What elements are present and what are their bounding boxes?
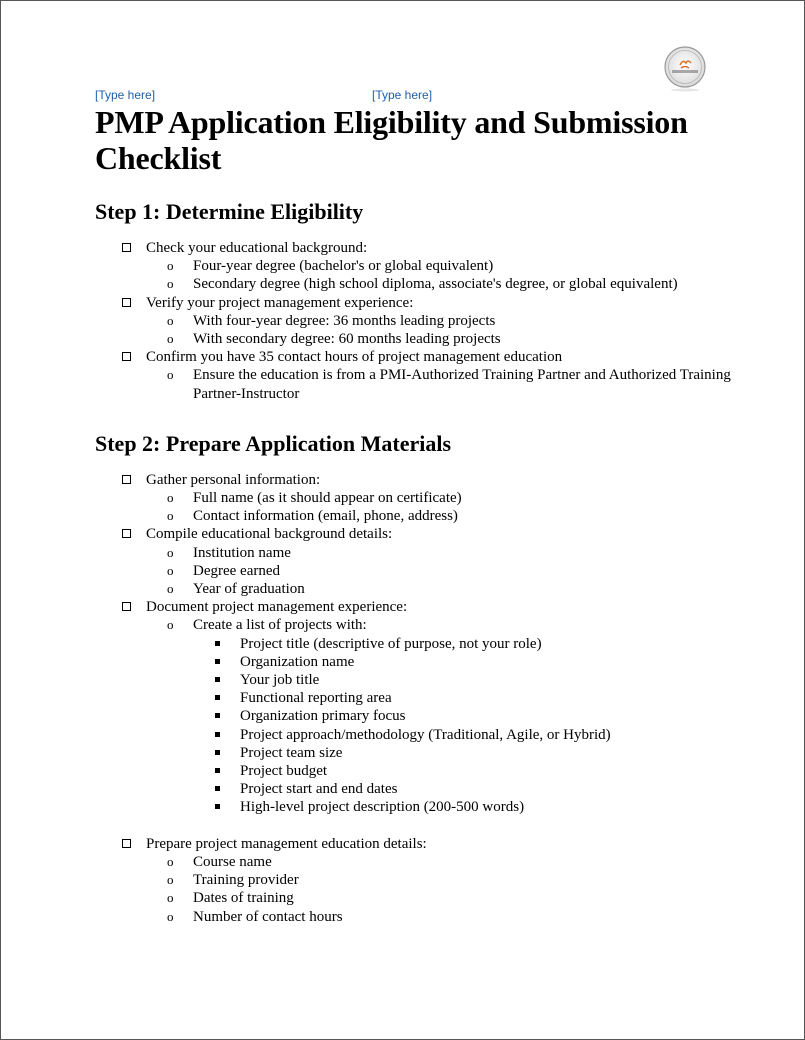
list-item-text: Project team size xyxy=(240,744,343,761)
checklist-item xyxy=(95,471,735,526)
list-item-text: Institution name xyxy=(193,544,291,561)
step2-heading: Step 2: Prepare Application Materials xyxy=(95,430,452,456)
list-item-text: Organization primary focus xyxy=(240,708,406,725)
project-fields-list xyxy=(193,635,735,817)
checklist-item xyxy=(95,294,735,349)
company-logo xyxy=(662,46,708,92)
list-item-text: Number of contact hours xyxy=(193,908,343,925)
checklist-item-label: Gather personal information: xyxy=(146,471,321,488)
list-item-text: Dates of training xyxy=(193,890,294,907)
list-item-text: Create a list of projects with: xyxy=(193,617,367,634)
list-item-text: Degree earned xyxy=(193,562,281,579)
checklist-item xyxy=(95,598,735,834)
list-item xyxy=(146,275,735,293)
square-bullet-icon xyxy=(215,677,220,682)
circle-bullet-icon: o xyxy=(167,367,174,383)
circle-bullet-icon: o xyxy=(167,890,174,906)
circle-bullet-icon: o xyxy=(167,853,174,869)
list-item xyxy=(146,257,735,275)
list-item xyxy=(146,330,735,348)
sub-list xyxy=(146,616,735,816)
list-item xyxy=(193,671,735,689)
checkbox-icon[interactable] xyxy=(122,839,131,848)
checkbox-icon[interactable] xyxy=(122,529,131,538)
step1-checklist xyxy=(95,239,735,403)
list-item xyxy=(193,653,735,671)
square-bullet-icon xyxy=(215,641,220,646)
sub-list xyxy=(146,489,735,525)
list-item xyxy=(193,744,735,762)
list-item-text: Year of graduation xyxy=(193,581,305,598)
circle-bullet-icon: o xyxy=(167,872,174,888)
list-item-text: Project start and end dates xyxy=(240,781,398,798)
list-item-text: Secondary degree (high school diploma, associate's degree, or global equivalent) xyxy=(193,276,678,293)
list-item-text: High-level project description (200-500 words) xyxy=(240,799,525,816)
checklist-item-label: Confirm you have 35 contact hours of project management education xyxy=(146,349,563,366)
circle-bullet-icon: o xyxy=(167,617,174,633)
sub-list xyxy=(146,312,735,348)
checkbox-icon[interactable] xyxy=(122,352,131,361)
checkbox-icon[interactable] xyxy=(122,602,131,611)
square-bullet-icon xyxy=(215,659,220,664)
checkbox-icon[interactable] xyxy=(122,298,131,307)
list-item xyxy=(146,489,735,507)
list-item-text: Functional reporting area xyxy=(240,690,392,707)
list-item xyxy=(193,707,735,725)
list-item xyxy=(193,798,735,816)
header-left-placeholder[interactable]: [Type here] xyxy=(95,88,156,102)
list-item xyxy=(146,562,735,580)
step1-heading: Step 1: Determine Eligibility xyxy=(95,199,364,224)
square-bullet-icon xyxy=(215,713,220,718)
list-item xyxy=(146,544,735,562)
square-bullet-icon xyxy=(215,732,220,737)
list-item xyxy=(193,635,735,653)
spacer xyxy=(146,817,735,835)
list-item-text: Course name xyxy=(193,853,272,870)
checklist-item xyxy=(95,239,735,294)
sub-list xyxy=(146,366,735,402)
list-item-text: Project title (descriptive of purpose, not your role) xyxy=(240,635,542,652)
circle-bullet-icon: o xyxy=(167,490,174,506)
list-item xyxy=(146,366,735,402)
list-item xyxy=(146,312,735,330)
checkbox-icon[interactable] xyxy=(122,475,131,484)
checklist-item xyxy=(95,348,735,403)
list-item-text: With secondary degree: 60 months leading projects xyxy=(193,331,501,348)
square-bullet-icon xyxy=(215,786,220,791)
list-item xyxy=(146,889,735,907)
list-item xyxy=(146,908,735,926)
circle-bullet-icon: o xyxy=(167,331,174,347)
list-item xyxy=(193,780,735,798)
sub-list xyxy=(146,853,735,926)
checklist-item-label: Verify your project management experience: xyxy=(146,294,414,311)
checklist-item-label: Prepare project management education details: xyxy=(146,835,427,852)
list-item-text: Contact information (email, phone, address) xyxy=(193,508,458,525)
checklist-item-label: Check your educational background: xyxy=(146,240,368,256)
list-item xyxy=(146,580,735,598)
square-bullet-icon xyxy=(215,804,220,809)
checklist-item xyxy=(95,525,735,598)
list-item-text: Ensure the education is from a PMI-Authorized Training Partner and Authorized Training Partner-Instructor xyxy=(193,367,731,402)
document-title: PMP Application Eligibility and Submission Checklist xyxy=(95,104,688,176)
list-item xyxy=(146,871,735,889)
circle-bullet-icon: o xyxy=(167,276,174,292)
circle-bullet-icon: o xyxy=(167,312,174,328)
checklist-item-label: Document project management experience: xyxy=(146,599,408,616)
circle-bullet-icon: o xyxy=(167,508,174,524)
circle-bullet-icon: o xyxy=(167,581,174,597)
document-body xyxy=(95,104,735,926)
list-item xyxy=(146,507,735,525)
list-item-text: Full name (as it should appear on certificate) xyxy=(193,490,462,507)
header-center-placeholder[interactable]: [Type here] xyxy=(372,88,433,102)
circle-bullet-icon: o xyxy=(167,544,174,560)
square-bullet-icon xyxy=(215,750,220,755)
list-item-text: Project budget xyxy=(240,763,328,780)
circle-bullet-icon: o xyxy=(167,258,174,274)
step2-checklist xyxy=(95,471,735,926)
circle-bullet-icon: o xyxy=(167,562,174,578)
list-item-text: Organization name xyxy=(240,653,355,670)
list-item xyxy=(193,689,735,707)
list-item-text: Your job title xyxy=(240,672,320,689)
list-item-text: Project approach/methodology (Traditional, Agile, or Hybrid) xyxy=(240,726,611,743)
circle-bullet-icon: o xyxy=(167,908,174,924)
list-item-text: Training provider xyxy=(193,872,299,889)
sub-list xyxy=(146,257,735,293)
square-bullet-icon xyxy=(215,768,220,773)
list-item xyxy=(146,853,735,871)
checkbox-icon[interactable] xyxy=(122,243,131,252)
list-item xyxy=(193,726,735,744)
checklist-item xyxy=(95,835,735,926)
list-item xyxy=(193,762,735,780)
sub-list xyxy=(146,544,735,599)
checklist-item-label: Compile educational background details: xyxy=(146,526,393,543)
list-item-text: With four-year degree: 36 months leading projects xyxy=(193,312,496,329)
list-item xyxy=(146,616,735,816)
list-item-text: Four-year degree (bachelor's or global equivalent) xyxy=(193,258,494,275)
square-bullet-icon xyxy=(215,695,220,700)
